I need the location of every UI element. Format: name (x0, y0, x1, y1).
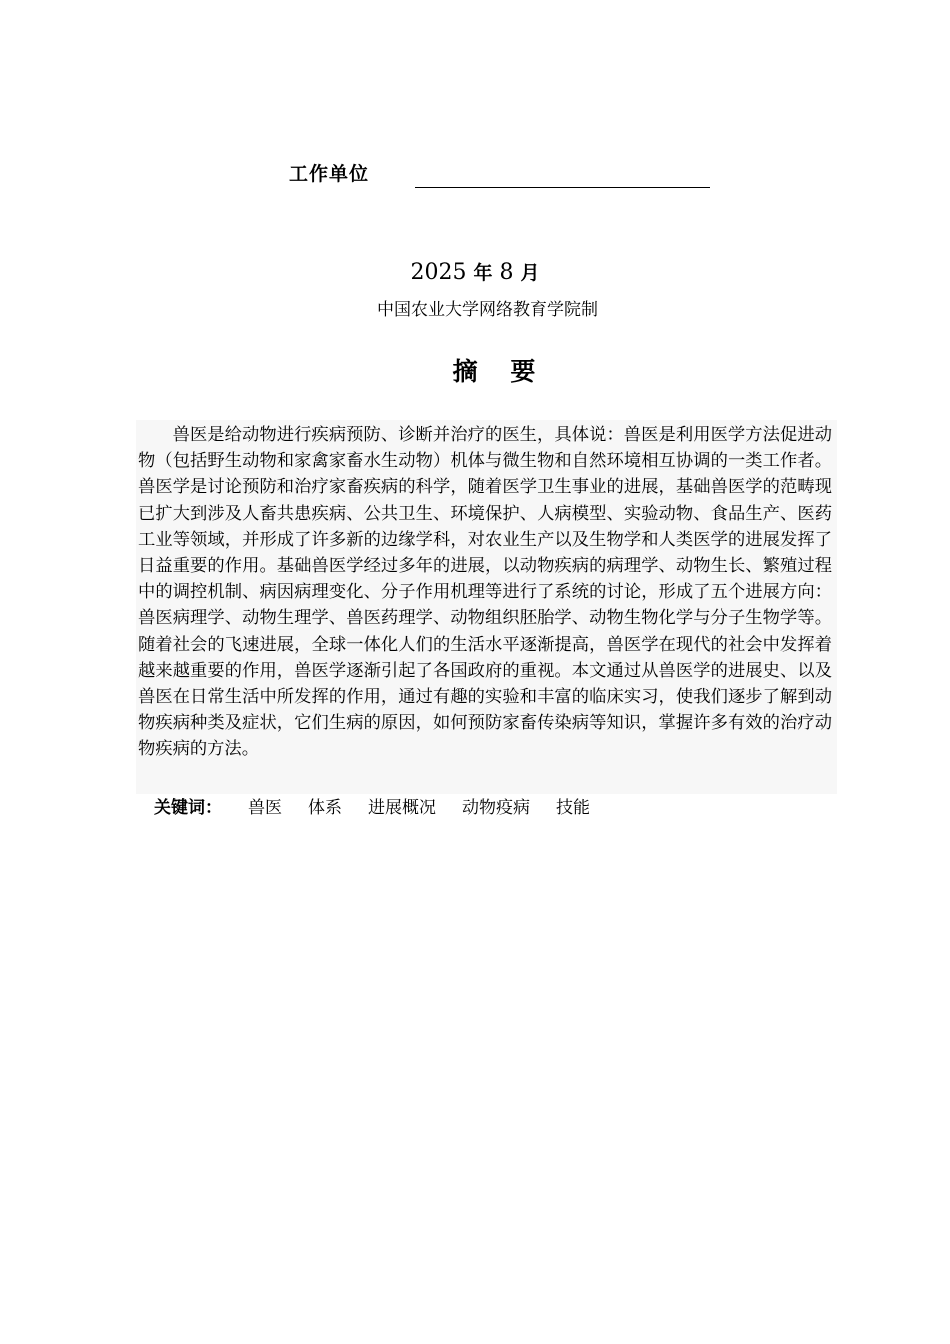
keywords-label: 关键词： (154, 798, 222, 818)
date-year-char: 年 (473, 262, 493, 284)
keyword-item: 进展概况 (368, 798, 436, 818)
abstract-heading: 摘 要 (452, 357, 548, 386)
date-year: 2025 (410, 260, 467, 285)
work-unit-row (289, 160, 719, 192)
institution-line: 中国农业大学网络教育学院制 (377, 300, 598, 320)
keyword-item: 技能 (556, 798, 590, 818)
keyword-item: 体系 (308, 798, 342, 818)
date-month: 8 (499, 260, 514, 285)
keyword-item: 动物疫病 (462, 798, 530, 818)
abstract-body: 兽医是给动物进行疾病预防、诊断并治疗的医生，具体说：兽医是利用医学方法促进动物（包括野生动物和家禽家畜水生动物）机体与微生物和自然环境相互协调的一类工作者。兽医学是讨论预防和治疗家畜疾病的科学，随着医学卫生事业的进展，基础兽医学的范畴现已扩大到涉及人畜共患疾病、公共卫生、环境保护、人病模型、实验动物、食品生产、医药工业等领域，并形成了许多新的边缘学科，对农业生产以及生物学和人类医学的进展发挥了日益重要的作用。基础兽医学经过多年的进展，以动物疾病的病理学、动物生长、繁殖过程中的调控机制、病因病理变化、分子作用机理等进行了系统的讨论，形成了五个进展方向：兽医病理学、动物生理学、兽医药理学、动物组织胚胎学、动物生物化学与分子生物学等。随着社会的飞速进展，全球一体化人们的生活水平逐渐提高，兽医学在现代的社会中发挥着越来越重要的作用，兽医学逐渐引起了各国政府的重视。本文通过从兽医学的进展史、以及兽医在日常生活中所发挥的作用，通过有趣的实验和丰富的临床实习，使我们逐步了解到动物疾病种类及症状，它们生病的原因，如何预防家畜传染病等知识，掌握许多有效的治疗动物疾病的方法。 (138, 425, 832, 760)
keywords-line (154, 795, 616, 821)
date-month-char: 月 (520, 262, 540, 284)
keyword-item: 兽医 (248, 798, 282, 818)
work-unit-blank-line (415, 187, 710, 188)
work-unit-label: 工作单位 (289, 163, 370, 185)
date-line (0, 258, 950, 288)
